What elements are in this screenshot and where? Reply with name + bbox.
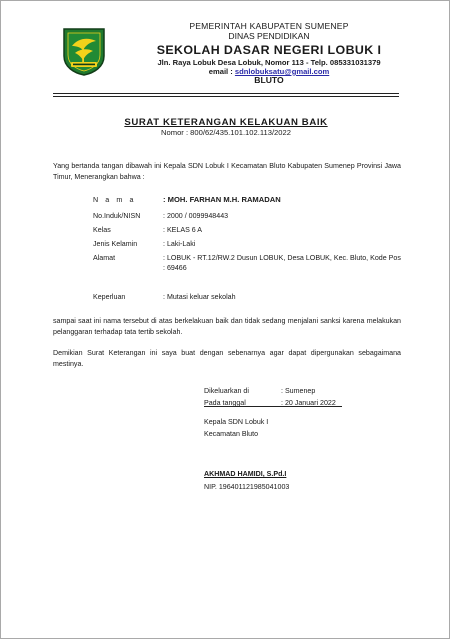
- class-label: Kelas: [93, 226, 111, 234]
- letterhead: [109, 22, 429, 86]
- signer-name: AKHMAD HAMIDI, S.Pd.I: [204, 470, 287, 478]
- school-name: SEKOLAH DASAR NEGERI LOBUK I: [156, 42, 382, 57]
- gender-label: Jenis Kelamin: [93, 240, 138, 248]
- email-link[interactable]: sdnlobuksatu@gmail.com: [234, 66, 330, 76]
- signer-position-2: Kecamatan Bluto: [204, 430, 259, 438]
- date-underline: [204, 406, 342, 407]
- class-value: : KELAS 6 A: [163, 226, 203, 234]
- date-value: : 20 Januari 2022: [281, 399, 336, 407]
- purpose-label: Keperluan: [93, 293, 126, 301]
- name-label: N a m a: [93, 196, 137, 204]
- purpose-value: : Mutasi keluar sekolah: [163, 293, 236, 301]
- issued-at-label: Dikeluarkan di: [204, 387, 249, 395]
- name-value: : MOH. FARHAN M.H. RAMADAN: [163, 195, 281, 204]
- signer-nip: NIP. 196401121985041003: [204, 483, 290, 491]
- letterhead-divider-thin: [53, 96, 399, 97]
- department-line: DINAS PENDIDIKAN: [228, 30, 310, 41]
- statement-paragraph: sampai saat ini nama tersebut di atas berkelakuan baik dan tidak sedang menjalani sanksi karena melakukan pelanggaran terhadap tata tertib sekolah.: [53, 317, 401, 336]
- opening-paragraph: Yang bertanda tangan dibawah ini Kepala SDN Lobuk I Kecamatan Bluto Kabupaten Sumenep Provinsi Jawa Timur, Menerangkan bahwa :: [53, 162, 401, 181]
- address-label: Alamat: [93, 254, 116, 262]
- date-label: Pada tanggal: [204, 399, 246, 407]
- district-line: BLUTO: [254, 75, 284, 86]
- signer-position-1: Kepala SDN Lobuk I: [204, 418, 269, 426]
- document-title: SURAT KETERANGAN KELAKUAN BAIK: [124, 117, 328, 128]
- document-title-wrap: [1, 117, 450, 128]
- school-address: Jln. Raya Lobuk Desa Lobuk, Nomor 113 - Telp. 085331031379: [157, 58, 381, 68]
- nisn-value: : 2000 / 0099948443: [163, 212, 229, 220]
- gender-value: : Laki-Laki: [163, 240, 196, 248]
- regency-crest-icon: [61, 26, 107, 76]
- government-line: PEMERINTAH KABUPATEN SUMENEP: [189, 21, 349, 31]
- issued-at-value: : Sumenep: [281, 387, 316, 395]
- closing-paragraph: Demikian Surat Keterangan ini saya buat dengan sebenarnya agar dapat dipergunakan sebagaimana mestinya.: [53, 349, 401, 368]
- address-value: : LOBUK - RT.12/RW.2 Dusun LOBUK, Desa LOBUK, Kec. Bluto, Kode Pos : 69466: [163, 254, 401, 272]
- document-number: Nomor : 800/62/435.101.102.113/2022: [161, 128, 291, 137]
- letterhead-divider-thick: [53, 93, 399, 94]
- nisn-label: No.Induk/NISN: [93, 212, 141, 220]
- email-label: email :: [208, 66, 235, 76]
